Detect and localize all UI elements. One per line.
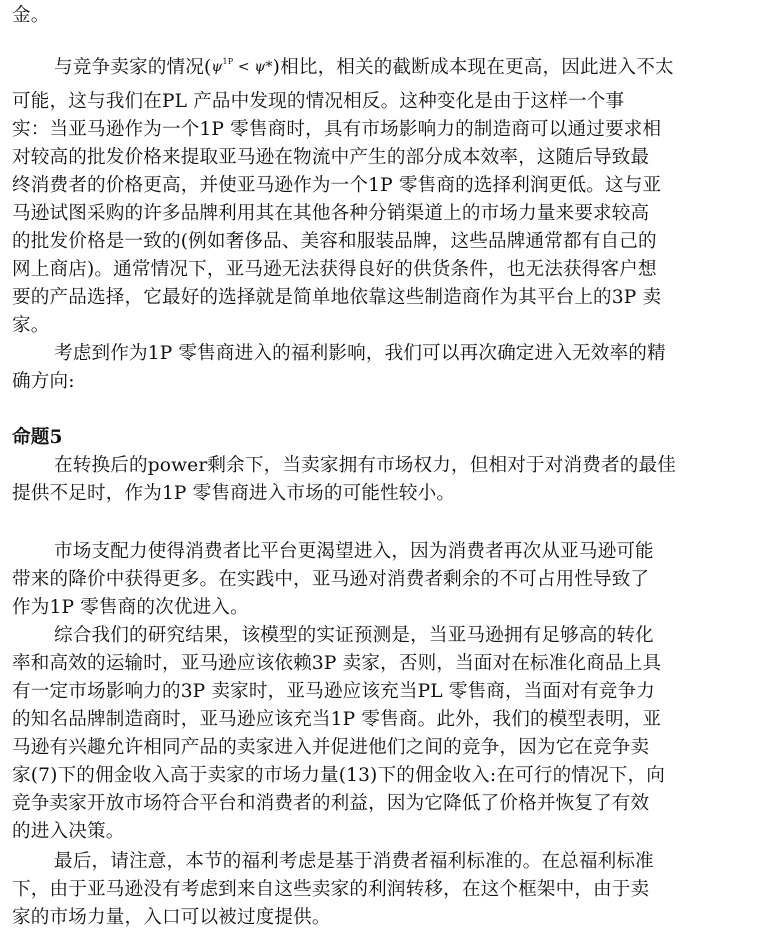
text-line: 最后，请注意，本节的福利考虑是基于消费者福利标准的。在总福利标准 [54, 851, 654, 872]
text-line: 马逊有兴趣允许相同产品的卖家进入并促进他们之间的竞争，因为它在竞争卖 [12, 737, 650, 758]
text-line: 带来的降价中获得更多。在实践中，亚马逊对消费者剩余的不可占用性导致了 [12, 569, 650, 590]
text-line: 下，由于亚马逊没有考虑到来自这些卖家的利润转移，在这个框架中，由于卖 [12, 879, 650, 900]
text-line: 的进入决策。 [12, 821, 125, 842]
formula-operator: < [237, 59, 250, 75]
formula-psi-1p [211, 59, 272, 75]
text-line: 对较高的批发价格来提取亚马逊在物流中产生的部分成本效率，这随后导致最 [12, 147, 650, 168]
text-line: 马逊试图采购的许多品牌利用其在其他各种分销渠道上的市场力量来要求较高 [12, 203, 650, 224]
text-line: 市场支配力使得消费者比平台更渴望进入，因为消费者再次从亚马逊可能 [54, 541, 654, 562]
text-line: 综合我们的研究结果，该模型的实证预测是，当亚马逊拥有足够高的转化 [54, 625, 654, 646]
formula-symbol: ψ* [254, 59, 273, 75]
text-line: 可能，这与我们在PL 产品中发现的情况相反。这种变化是由于这样一个事 [12, 91, 625, 112]
text-line: 金。 [12, 5, 50, 26]
formula-superscript: 1P [222, 57, 234, 66]
text-line: 家。 [12, 315, 50, 336]
text-line: 网上商店)。通常情况下，亚马逊无法获得良好的供货条件，也无法获得客户想 [12, 259, 657, 280]
text-line: 的知名品牌制造商时，亚马逊应该充当1P 零售商。此外，我们的模型表明，亚 [12, 709, 662, 730]
text-line: 要的产品选择，它最好的选择就是简单地依靠这些制造商作为其平台上的3P 卖 [12, 287, 662, 308]
text-line: 提供不足时，作为1P 零售商进入市场的可能性较小。 [12, 483, 456, 504]
text-line: 竞争卖家开放市场符合平台和消费者的利益，因为它降低了价格并恢复了有效 [12, 793, 650, 814]
text-line: 有一定市场影响力的3P 卖家时，亚马逊应该充当PL 零售商，当面对有竞争力 [12, 681, 655, 702]
text-line: 确方向: [12, 371, 75, 392]
text-line: 考虑到作为1P 零售商进入的福利影响，我们可以再次确定进入无效率的精 [54, 343, 666, 364]
text-segment: )相比，相关的截断成本现在更高，因此进入不太 [272, 57, 674, 78]
formula-symbol: ψ [211, 59, 223, 75]
text-line: 作为1P 零售商的次优进入。 [12, 597, 249, 618]
text-line: 的批发价格是一致的(例如奢侈品、美容和服装品牌，这些品牌通常都有自己的 [12, 231, 657, 252]
text-line: 实：当亚马逊作为一个1P 零售商时，具有市场影响力的制造商可以通过要求相 [12, 119, 662, 140]
text-line: 终消费者的价格更高，并使亚马逊作为一个1P 零售商的选择利润更低。这与亚 [12, 175, 662, 196]
text-line: 家(7)下的佣金收入高于卖家的市场力量(13)下的佣金收入:在可行的情况下，向 [12, 765, 666, 786]
text-line: 率和高效的运输时，亚马逊应该依赖3P 卖家，否则，当面对在标准化商品上具 [12, 653, 662, 674]
text-line-with-formula [54, 50, 674, 80]
text-line: 在转换后的power剩余下，当卖家拥有市场权力，但相对于对消费者的最佳 [54, 455, 676, 476]
proposition-heading: 命题5 [12, 427, 63, 448]
text-segment: 与竞争卖家的情况( [54, 57, 212, 78]
text-line: 家的市场力量，入口可以被过度提供。 [12, 907, 331, 928]
